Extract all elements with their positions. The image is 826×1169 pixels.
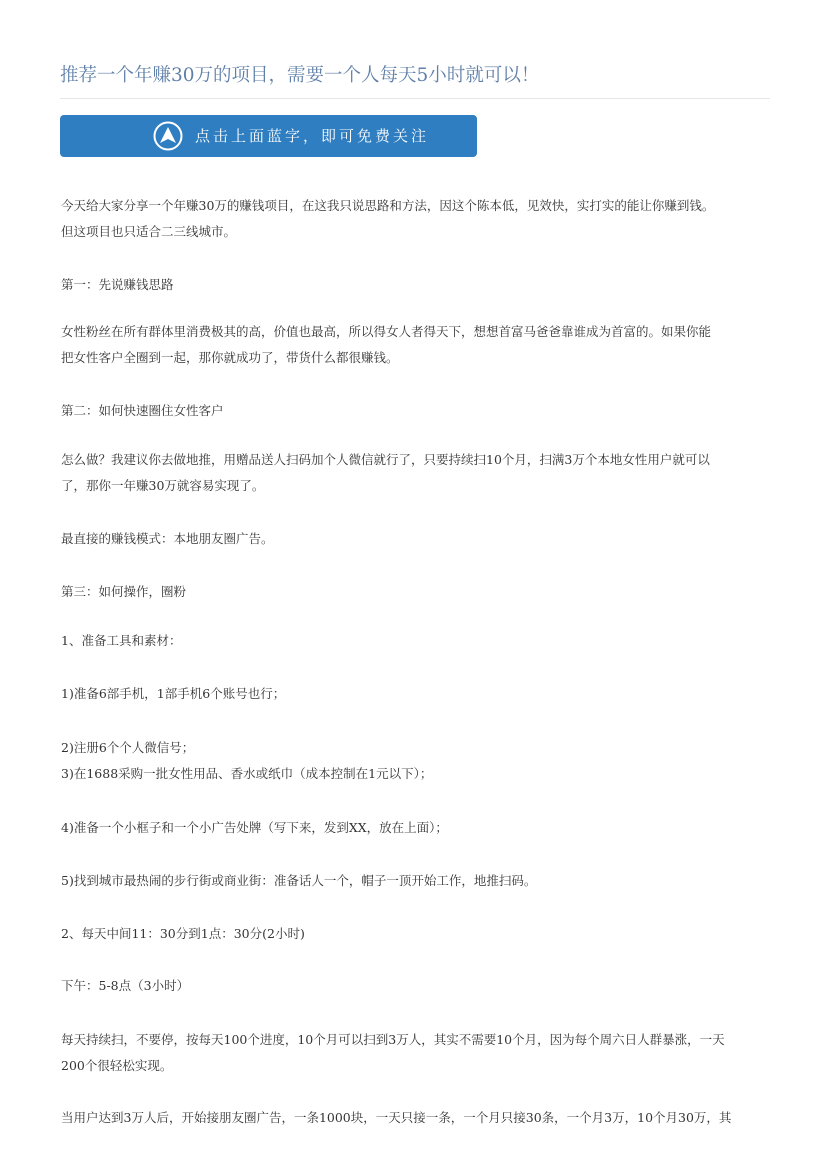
paragraph-line: 第三：如何操作，圈粉 <box>61 584 187 599</box>
paragraph-line: 当用户达到3万人后，开始接朋友圈广告，一条1000块，一天只接一条，一个月只接30条，一个月3万，10个月30万，其 <box>61 1110 732 1125</box>
follow-banner[interactable] <box>60 115 477 157</box>
paragraph-line: 2)注册6个个人微信号； <box>61 740 195 755</box>
list-heading <box>61 921 761 947</box>
paragraph-line: 今天给大家分享一个年赚30万的赚钱项目，在这我只说思路和方法，因这个陈本低，见效快，实打实的能让你赚到钱。 <box>61 198 715 213</box>
paragraph-line: 第二：如何快速圈住女性客户 <box>61 403 224 418</box>
paragraph-line: 把女性客户全圈到一起，那你就成功了，带货什么都很赚钱。 <box>61 350 399 365</box>
paragraph-line: 最直接的赚钱模式：本地朋友圈广告。 <box>61 531 274 546</box>
paragraph-line: 但这项目也只适合二三线城市。 <box>61 224 237 239</box>
paragraph-line: 下午：5-8点（3小时） <box>61 978 190 993</box>
paragraph-line: 2、每天中间11：30分到1点：30分(2小时) <box>61 926 305 941</box>
title-divider <box>60 98 770 99</box>
paragraph <box>61 193 761 245</box>
list-item <box>61 815 761 841</box>
paragraph <box>61 1027 761 1079</box>
paragraph-line: 女性粉丝在所有群体里消费极其的高，价值也最高，所以得女人者得天下，想想首富马爸爸靠谁成为首富的。如果你能 <box>61 324 712 339</box>
paragraph-line: 1、准备工具和素材： <box>61 633 182 648</box>
paragraph-line: 3)在1688采购一批女性用品、香水或纸巾（成本控制在1元以下）； <box>61 766 433 781</box>
paragraph <box>61 319 761 371</box>
list-heading <box>61 628 761 654</box>
list-item <box>61 868 761 894</box>
paragraph <box>61 526 761 552</box>
follow-banner-text: 点击上面蓝字，即可免费关注 <box>195 127 430 145</box>
list-item <box>61 735 761 787</box>
article-title: 推荐一个年赚30万的项目，需要一个人每天5小时就可以！ <box>60 65 540 86</box>
paragraph-line: 4)准备一个小框子和一个小广告处牌（写下来，发到XX，放在上面）； <box>61 820 448 835</box>
section-heading <box>61 272 761 298</box>
paragraph-line: 怎么做？我建议你去做地推，用赠品送人扫码加个人微信就行了，只要持续扫10个月，扫满3万个本地女性用户就可以 <box>61 452 710 467</box>
list-item <box>61 681 761 707</box>
section-heading <box>61 398 761 424</box>
section-heading <box>61 579 761 605</box>
paragraph <box>61 973 761 999</box>
paragraph <box>61 1105 761 1131</box>
arrow-up-circle-icon <box>153 121 183 151</box>
paragraph-line: 5)找到城市最热闹的步行街或商业街：准备话人一个，帽子一顶开始工作，地推扫码。 <box>61 873 537 888</box>
paragraph-line: 第一：先说赚钱思路 <box>61 277 174 292</box>
paragraph-line: 1)准备6部手机，1部手机6个账号也行； <box>61 686 286 701</box>
paragraph-line: 了，那你一年赚30万就容易实现了。 <box>61 478 265 493</box>
paragraph-line: 每天持续扫，不要停，按每天100个进度，10个月可以扫到3万人，其实不需要10个月，因为每个周六日人群暴涨，一天 <box>61 1032 725 1047</box>
paragraph <box>61 447 761 499</box>
paragraph-line: 200个很轻松实现。 <box>61 1058 173 1073</box>
